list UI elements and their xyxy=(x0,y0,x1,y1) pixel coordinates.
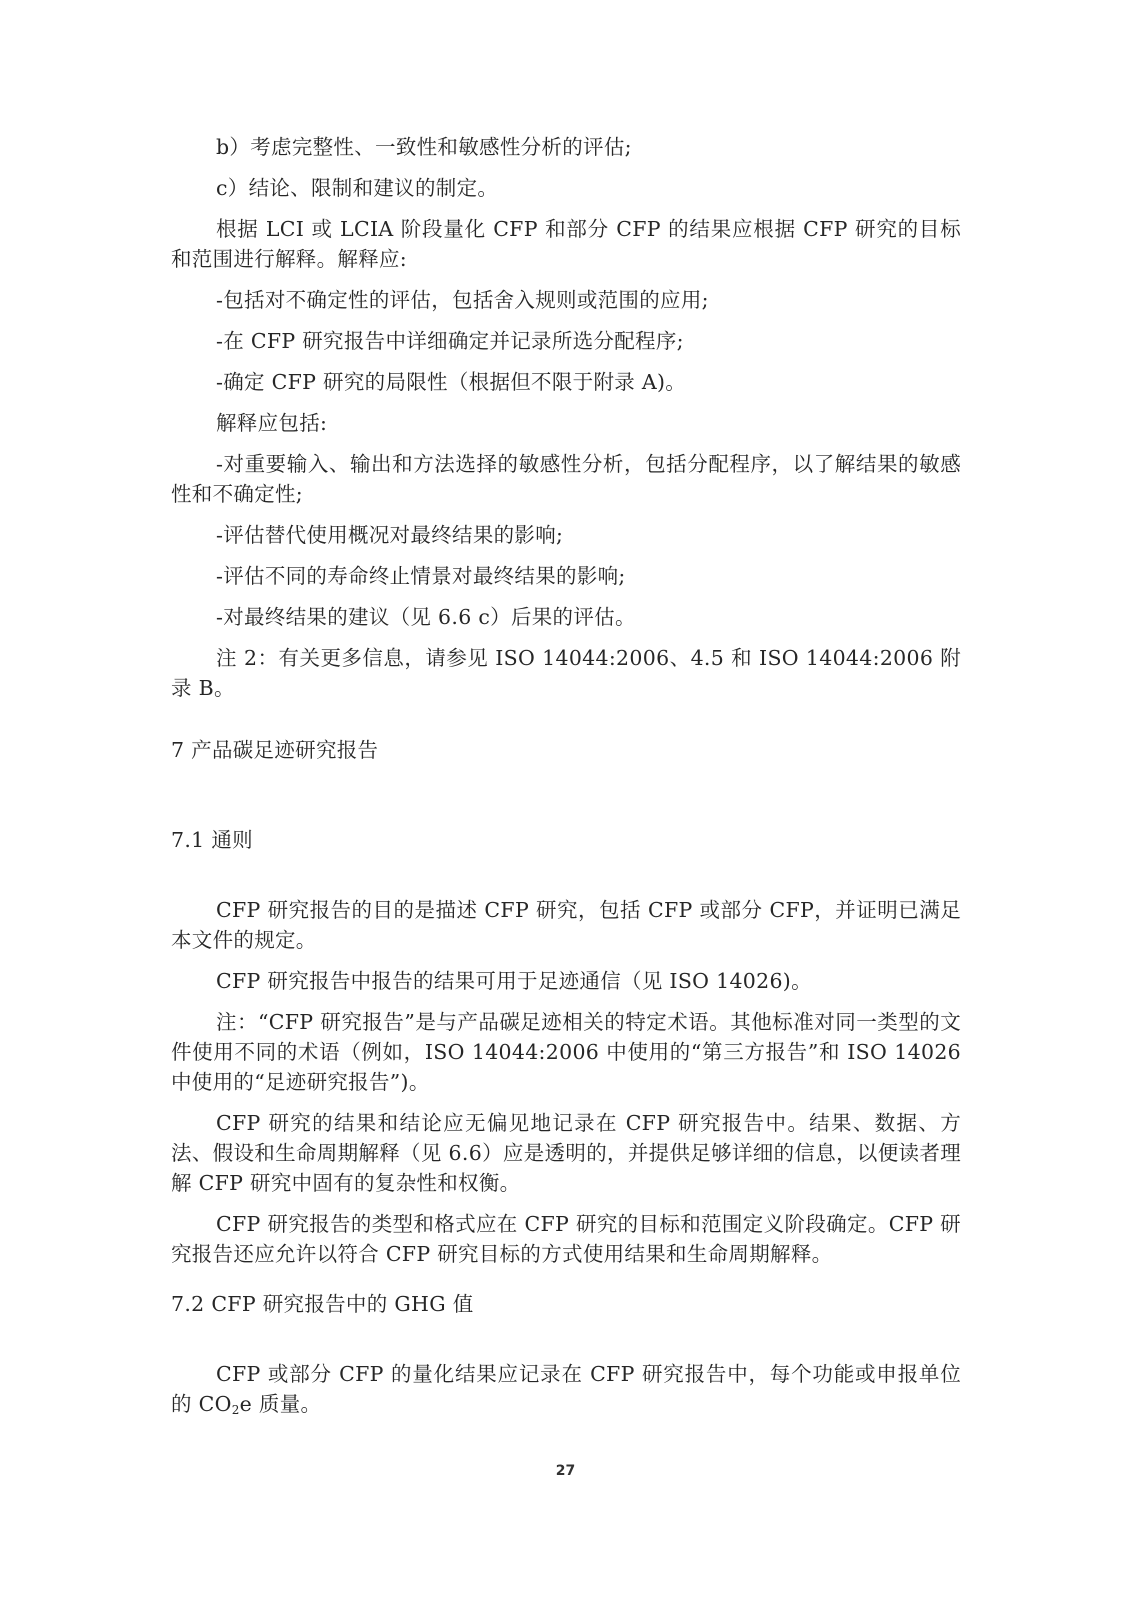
section-7-2-heading: 7.2 CFP 研究报告中的 GHG 值 xyxy=(171,1292,474,1316)
section-7-1-heading: 7.1 通则 xyxy=(171,828,253,852)
paragraph: CFP 研究报告的目的是描述 CFP 研究，包括 CFP 或部分 CFP，并证明已满足本文件的规定。 xyxy=(171,898,961,952)
paragraph: b）考虑完整性、一致性和敏感性分析的评估; xyxy=(216,135,632,159)
paragraph: c）结论、限制和建议的制定。 xyxy=(216,176,499,200)
paragraph: -评估替代使用概况对最终结果的影响; xyxy=(216,523,564,547)
paragraph: CFP 研究报告中报告的结果可用于足迹通信（见 ISO 14026)。 xyxy=(216,969,812,993)
paragraph: -包括对不确定性的评估，包括舍入规则或范围的应用; xyxy=(216,288,709,312)
paragraph: -对重要输入、输出和方法选择的敏感性分析，包括分配程序，以了解结果的敏感性和不确定性; xyxy=(171,452,961,506)
paragraph: -在 CFP 研究报告中详细确定并记录所选分配程序; xyxy=(216,329,684,353)
note-paragraph: 注：“CFP 研究报告”是与产品碳足迹相关的特定术语。其他标准对同一类型的文件使用不同的术语（例如，ISO 14044:2006 中使用的“第三方报告”和 ISO 14026 中使用的“足迹研究报告”)。 xyxy=(171,1010,961,1094)
paragraph xyxy=(171,1359,961,1425)
page-content xyxy=(171,132,961,1436)
paragraph-text: e 质量。 xyxy=(239,1392,322,1416)
page-number: 27 xyxy=(555,1463,576,1479)
paragraph: -确定 CFP 研究的局限性（根据但不限于附录 A)。 xyxy=(216,370,687,394)
paragraph: CFP 研究的结果和结论应无偏见地记录在 CFP 研究报告中。结果、数据、方法、假设和生命周期解释（见 6.6）应是透明的，并提供足够详细的信息，以便读者理解 CFP 研究中固有的复杂性和权衡。 xyxy=(171,1111,961,1195)
note-paragraph: 注 2：有关更多信息，请参见 ISO 14044:2006、4.5 和 ISO 14044:2006 附录 B。 xyxy=(171,646,961,700)
paragraph: -评估不同的寿命终止情景对最终结果的影响; xyxy=(216,564,626,588)
co2-subscript: 2 xyxy=(231,1403,240,1417)
paragraph-text: CFP 或部分 CFP 的量化结果应记录在 CFP 研究报告中，每个功能或申报单位的 CO xyxy=(171,1362,961,1416)
paragraph: CFP 研究报告的类型和格式应在 CFP 研究的目标和范围定义阶段确定。CFP 研究报告还应允许以符合 CFP 研究目标的方式使用结果和生命周期解释。 xyxy=(171,1212,961,1266)
paragraph: 根据 LCI 或 LCIA 阶段量化 CFP 和部分 CFP 的结果应根据 CFP 研究的目标和范围进行解释。解释应: xyxy=(171,217,961,271)
paragraph: -对最终结果的建议（见 6.6 c）后果的评估。 xyxy=(216,605,636,629)
paragraph: 解释应包括: xyxy=(216,411,328,435)
section-7-heading: 7 产品碳足迹研究报告 xyxy=(171,738,379,762)
